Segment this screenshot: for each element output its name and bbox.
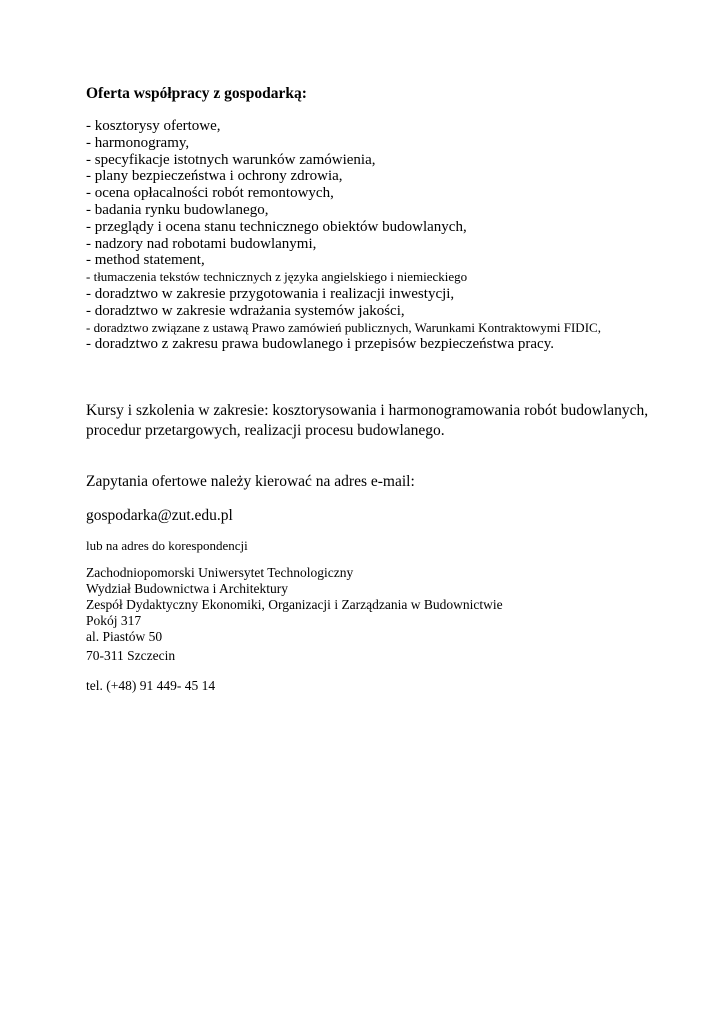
postal-address	[86, 565, 706, 664]
offer-item: - harmonogramy,	[86, 134, 190, 151]
offer-item: - doradztwo z zakresu prawa budowlanego i przepisów bezpieczeństwa pracy.	[86, 336, 554, 353]
offer-item: - przeglądy i ocena stanu technicznego obiektów budowlanych,	[86, 218, 467, 235]
offer-item: - doradztwo związane z ustawą Prawo zamówień publicznych, Warunkami Kontraktowymi FIDIC,	[86, 319, 601, 335]
offer-item: - method statement,	[86, 252, 205, 269]
address-faculty: Wydział Budownictwa i Architektury	[86, 581, 289, 597]
phone-number: tel. (+48) 91 449- 45 14	[86, 678, 216, 694]
offer-item: - tłumaczenia tekstów technicznych z języka angielskiego i niemieckiego	[86, 269, 468, 285]
document-page	[86, 84, 706, 695]
offer-item: - kosztorysy ofertowe,	[86, 118, 221, 134]
address-room: Pokój 317	[86, 613, 142, 629]
address-city: 70-311 Szczecin	[86, 648, 176, 664]
address-street: al. Piastów 50	[86, 629, 163, 645]
offer-list	[86, 118, 706, 353]
offer-item: - doradztwo w zakresie wdrażania systemów jakości,	[86, 302, 405, 319]
offer-item: - nadzory nad robotami budowlanymi,	[86, 235, 317, 252]
address-department: Zespół Dydaktyczny Ekonomiki, Organizacji i Zarządzania w Budownictwie	[86, 597, 503, 613]
offer-item: - doradztwo w zakresie przygotowania i realizacji inwestycji,	[86, 285, 455, 302]
offer-item: - plany bezpieczeństwa i ochrony zdrowia,	[86, 168, 343, 185]
address-university: Zachodniopomorski Uniwersytet Technologiczny	[86, 565, 354, 581]
page-title: Oferta współpracy z gospodarką:	[86, 85, 307, 102]
alternative-contact-text: lub na adres do korespondencji	[86, 538, 248, 554]
inquiry-text: Zapytania ofertowe należy kierować na adres e-mail:	[86, 473, 415, 491]
offer-item: - specyfikacje istotnych warunków zamówienia,	[86, 151, 376, 168]
offer-item: - badania rynku budowlanego,	[86, 201, 269, 218]
courses-paragraph: Kursy i szkolenia w zakresie: kosztorysowania i harmonogramowania robót budowlanych, procedur przetargowych, realizacji procesu budowlanego.	[86, 402, 649, 440]
offer-item: - ocena opłacalności robót remontowych,	[86, 185, 334, 202]
email-address: gospodarka@zut.edu.pl	[86, 507, 233, 525]
